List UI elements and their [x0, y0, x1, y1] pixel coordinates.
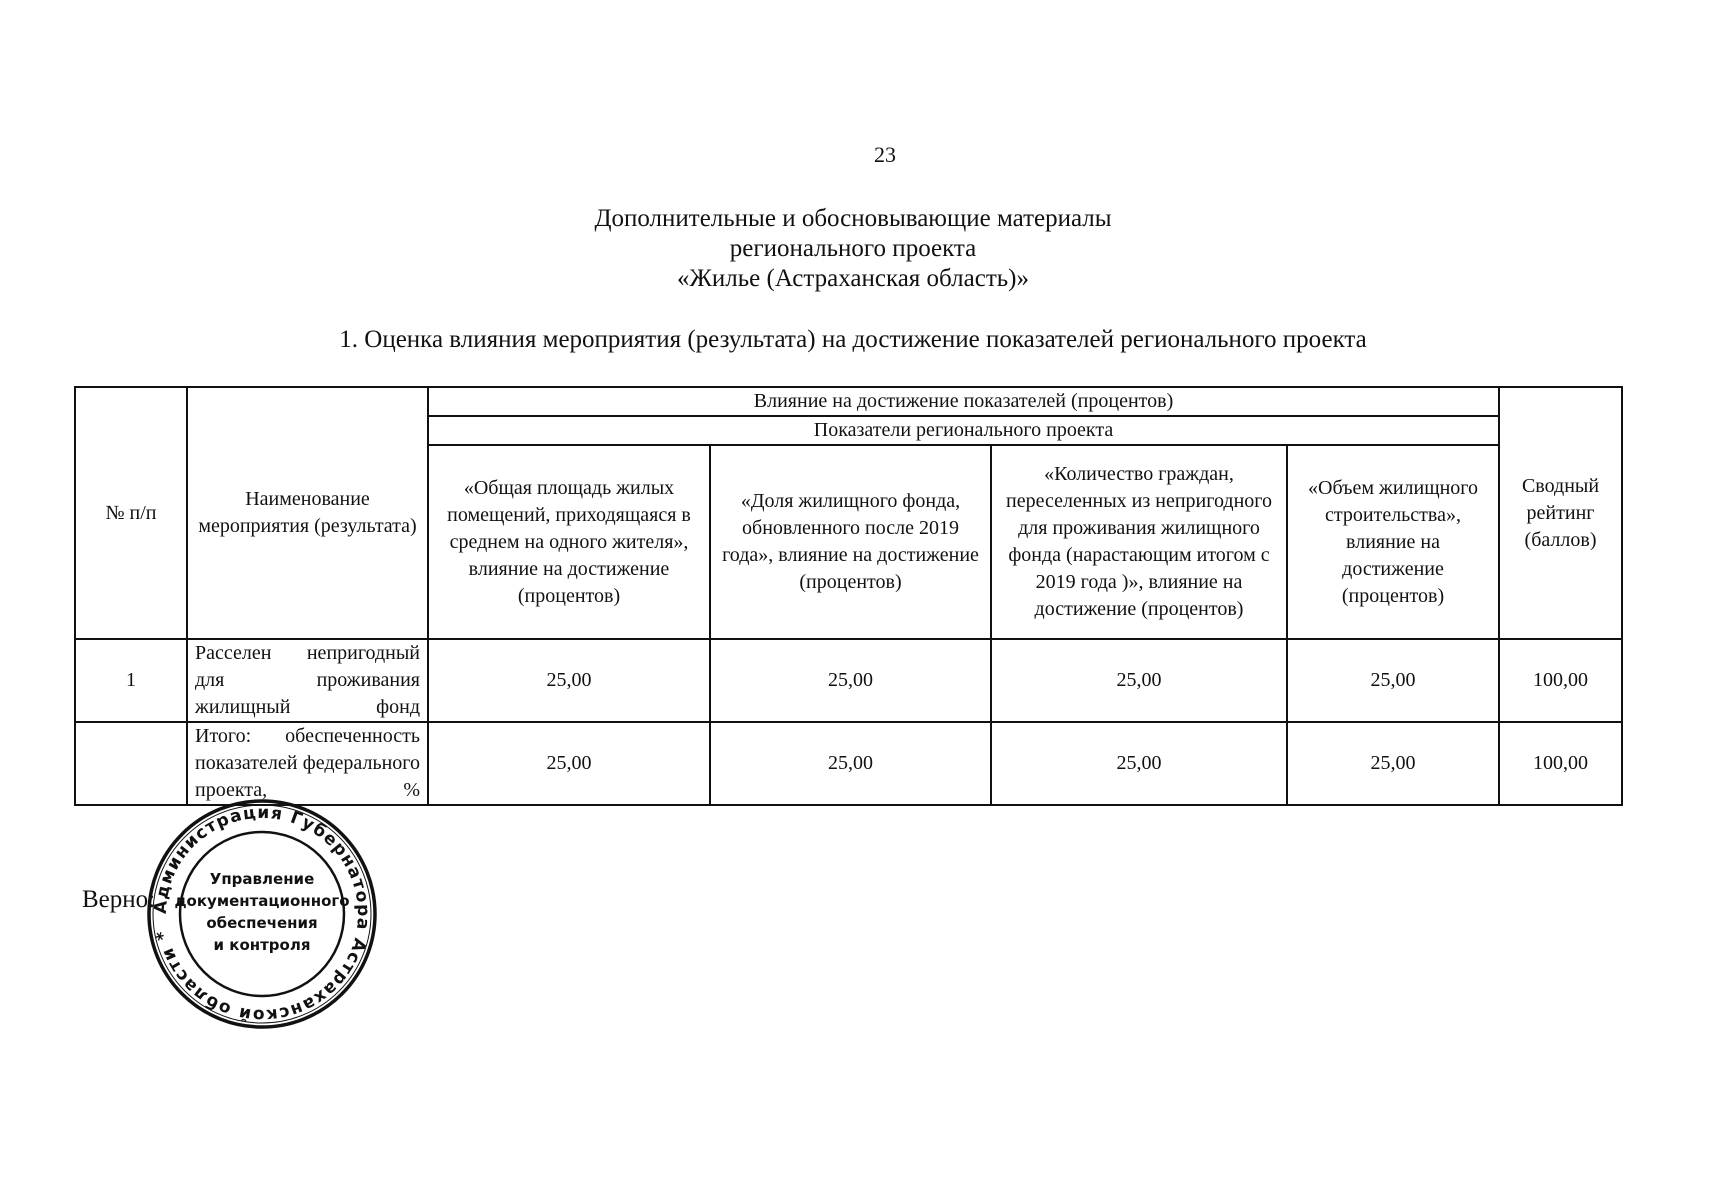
heading-line: «Жилье (Астраханская область)»	[677, 265, 1029, 292]
header-rating: Сводный рейтинг (баллов)	[1499, 387, 1622, 639]
header-indicator: «Объем жилищного строительства», влияние на достижение (процентов)	[1287, 445, 1499, 639]
row-value: 25,00	[710, 639, 991, 722]
page-number: 23	[874, 142, 896, 167]
row-value: 25,00	[428, 722, 710, 805]
row-rating: 100,00	[1499, 639, 1622, 722]
document-heading	[0, 204, 1706, 294]
seal-center-line: обеспечения	[206, 914, 318, 932]
table-row	[75, 722, 1622, 805]
row-activity-name: Расселен непригодный для проживания жилищный фонд	[187, 639, 428, 722]
impact-table	[74, 386, 1623, 806]
header-indicators-group: Показатели регионального проекта	[428, 416, 1499, 445]
verno-label: Верно:	[82, 886, 156, 913]
row-rating: 100,00	[1499, 722, 1622, 805]
row-activity-name: Итого: обеспеченность показателей федерального проекта, %	[187, 722, 428, 805]
seal-ring-text: Администрация Губернатора Астраханской области *	[150, 802, 374, 1026]
row-value: 25,00	[428, 639, 710, 722]
header-impact-group: Влияние на достижение показателей (процентов)	[428, 387, 1499, 416]
heading-line: Дополнительные и обосновывающие материалы	[594, 205, 1112, 232]
header-indicator: «Количество граждан, переселенных из непригодного для проживания жилищного фонда (нарастающим итогом с 2019 года )», влияние на достижение (процентов)	[991, 445, 1287, 639]
seal-center-line: документационного	[174, 892, 350, 910]
seal-center-line: и контроля	[213, 936, 311, 954]
header-indicator: «Доля жилищного фонда, обновленного после 2019 года», влияние на достижение (процентов)	[710, 445, 991, 639]
row-number: 1	[75, 639, 187, 722]
table-row	[75, 639, 1622, 722]
row-value: 25,00	[1287, 722, 1499, 805]
heading-line: регионального проекта	[729, 235, 977, 262]
header-activity-name: Наименование мероприятия (результата)	[187, 387, 428, 639]
official-seal	[144, 796, 380, 1032]
row-number	[75, 722, 187, 805]
row-value: 25,00	[1287, 639, 1499, 722]
seal-center-line: Управление	[209, 870, 315, 888]
row-value: 25,00	[710, 722, 991, 805]
row-value: 25,00	[991, 639, 1287, 722]
section-title: 1. Оценка влияния мероприятия (результата) на достижение показателей регионального проекта	[339, 326, 1367, 353]
header-number: № п/п	[75, 387, 187, 639]
row-value: 25,00	[991, 722, 1287, 805]
header-indicator: «Общая площадь жилых помещений, приходящаяся в среднем на одного жителя», влияние на достижение (процентов)	[428, 445, 710, 639]
